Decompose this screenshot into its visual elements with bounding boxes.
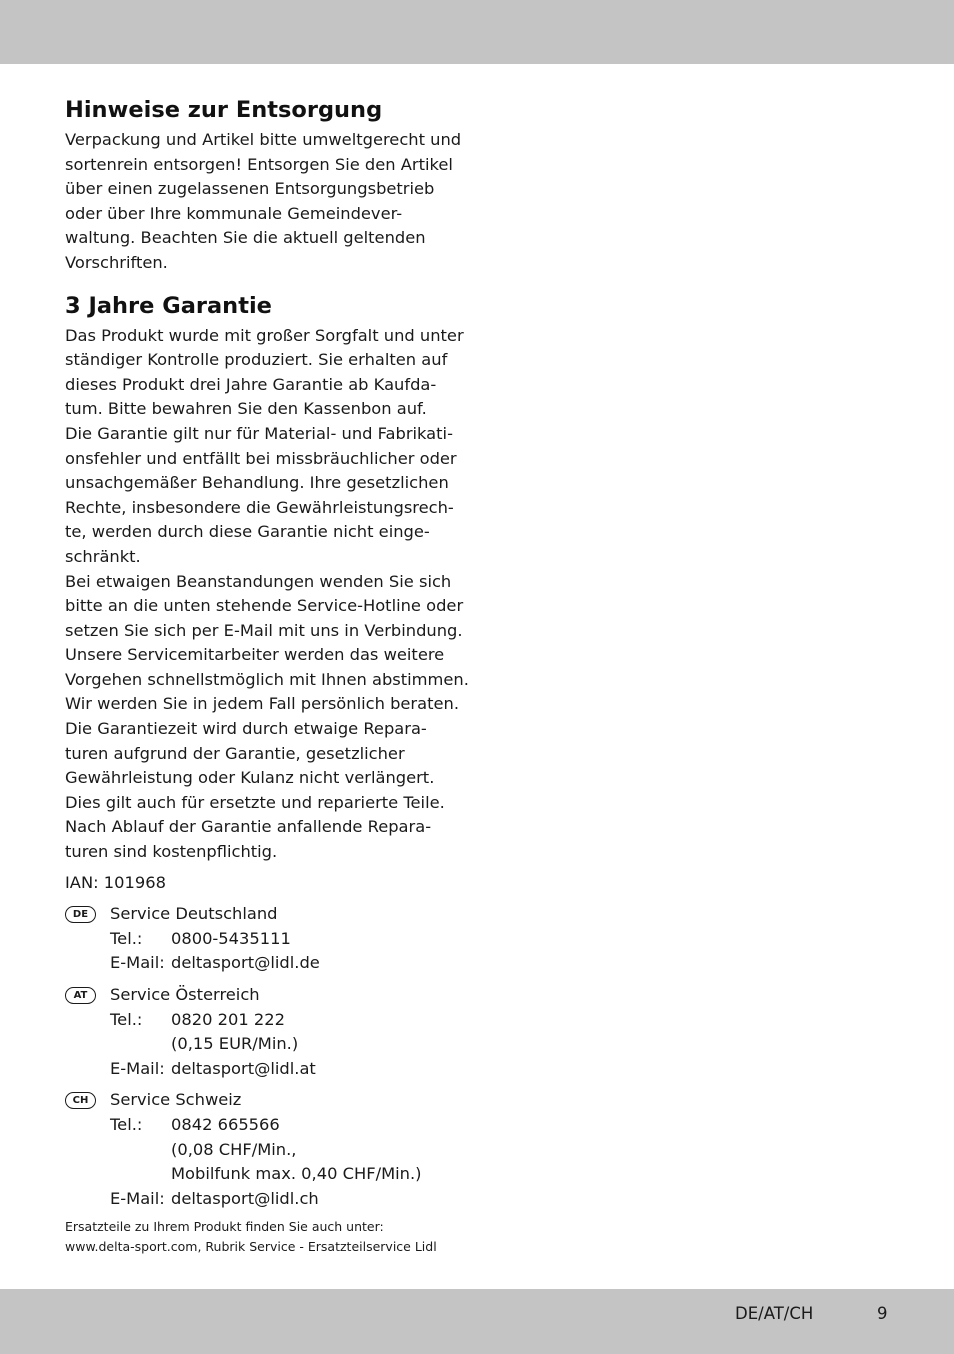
country-badge-at: AT [65,987,96,1004]
warranty-line: turen sind kostenpflichtig. [65,842,278,862]
email-label: E-Mail: [110,953,165,973]
email-address: deltasport@lidl.at [171,1058,316,1078]
header-bar [0,0,954,64]
tel-number: 0842 665566 [171,1114,280,1134]
disposal-line: sortenrein entsorgen! Entsorgen Sie den Artikel [65,154,453,174]
warranty-line: onsfehler und entfällt bei missbräuchlicher oder [65,448,457,468]
service-title-row [110,983,465,1008]
service-email-row [110,951,465,976]
warranty-line: tum. Bitte bewahren Sie den Kassenbon auf. [65,399,427,419]
warranty-section [65,288,469,865]
service-austria [65,983,465,1081]
spare-parts-link: www.delta-sport.com, Rubrik Service - Ersatzteilservice Lidl [65,1238,437,1254]
service-switzerland [65,1088,465,1211]
footer-region: DE/AT/CH [735,1304,814,1323]
service-germany [65,902,465,976]
service-title-row [110,902,465,927]
warranty-line: Nach Ablauf der Garantie anfallende Repara- [65,817,432,837]
tel-number: 0800-5435111 [171,928,291,948]
warranty-line: schränkt. [65,546,141,566]
service-title-row [110,1088,465,1113]
warranty-line: ständiger Kontrolle produziert. Sie erhalten auf [65,350,448,370]
service-email-row [110,1187,465,1212]
warranty-line: bitte an die unten stehende Service-Hotline oder [65,596,464,616]
warranty-line: Vorgehen schnellstmöglich mit Ihnen abstimmen. [65,669,469,689]
service-tel-note-row [110,1032,465,1057]
warranty-line: Gewährleistung oder Kulanz nicht verlängert. [65,768,435,788]
country-badge-de: DE [65,906,96,923]
disposal-line: oder über Ihre kommunale Gemeindever- [65,203,403,223]
email-address: deltasport@lidl.de [171,953,320,973]
warranty-heading: 3 Jahre Garantie [65,292,272,319]
spare-parts-line: Ersatzteile zu Ihrem Produkt finden Sie auch unter: [65,1219,384,1235]
warranty-text [65,324,469,865]
service-tel-note-row [110,1162,465,1187]
warranty-line: Die Garantie gilt nur für Material- und Fabrikati- [65,423,453,443]
disposal-line: waltung. Beachten Sie die aktuell geltenden [65,228,426,248]
service-email-row [110,1057,465,1082]
page-content [65,92,469,1256]
service-title: Service Deutschland [110,904,278,924]
tel-rate-note: (0,08 CHF/Min., [171,1139,297,1159]
disposal-section [65,92,465,276]
warranty-line: Bei etwaigen Beanstandungen wenden Sie sich [65,571,452,591]
country-badge-ch: CH [65,1092,96,1109]
tel-label: Tel.: [110,1114,143,1134]
tel-label: Tel.: [110,928,143,948]
service-title: Service Schweiz [110,1090,242,1110]
warranty-line: Wir werden Sie in jedem Fall persönlich beraten. [65,694,460,714]
disposal-heading: Hinweise zur Entsorgung [65,97,383,123]
email-address: deltasport@lidl.ch [171,1188,319,1208]
disposal-line: über einen zugelassenen Entsorgungsbetrieb [65,179,435,199]
email-label: E-Mail: [110,1058,165,1078]
warranty-line: dieses Produkt drei Jahre Garantie ab Kaufda- [65,374,437,394]
disposal-line: Verpackung und Artikel bitte umweltgerecht und [65,130,462,149]
service-tel-row [110,927,465,952]
service-tel-row [110,1113,465,1138]
page-number: 9 [877,1304,888,1323]
tel-rate-note: (0,15 EUR/Min.) [171,1034,299,1054]
warranty-line: Rechte, insbesondere die Gewährleistungsrech- [65,497,454,517]
tel-number: 0820 201 222 [171,1009,285,1029]
ian-number: IAN: 101968 [65,872,166,892]
warranty-line: unsachgemäßer Behandlung. Ihre gesetzlichen [65,473,449,493]
service-title: Service Österreich [110,985,260,1004]
warranty-line: Das Produkt wurde mit großer Sorgfalt und unter [65,325,464,345]
service-tel-note-row [110,1138,465,1163]
disposal-line: Vorschriften. [65,252,168,272]
email-label: E-Mail: [110,1188,165,1208]
spare-parts-note [65,1217,465,1256]
warranty-line: Die Garantiezeit wird durch etwaige Repara- [65,719,427,739]
warranty-line: Unsere Servicemitarbeiter werden das weitere [65,645,445,665]
warranty-line: Dies gilt auch für ersetzte und reparierte Teile. [65,792,445,812]
tel-rate-note: Mobilfunk max. 0,40 CHF/Min.) [171,1164,422,1184]
disposal-text [65,128,465,276]
tel-label: Tel.: [110,1009,143,1029]
service-tel-row [110,1008,465,1033]
warranty-line: te, werden durch diese Garantie nicht einge- [65,522,430,542]
warranty-line: turen aufgrund der Garantie, gesetzlicher [65,743,405,763]
warranty-line: setzen Sie sich per E-Mail mit uns in Verbindung. [65,620,463,640]
